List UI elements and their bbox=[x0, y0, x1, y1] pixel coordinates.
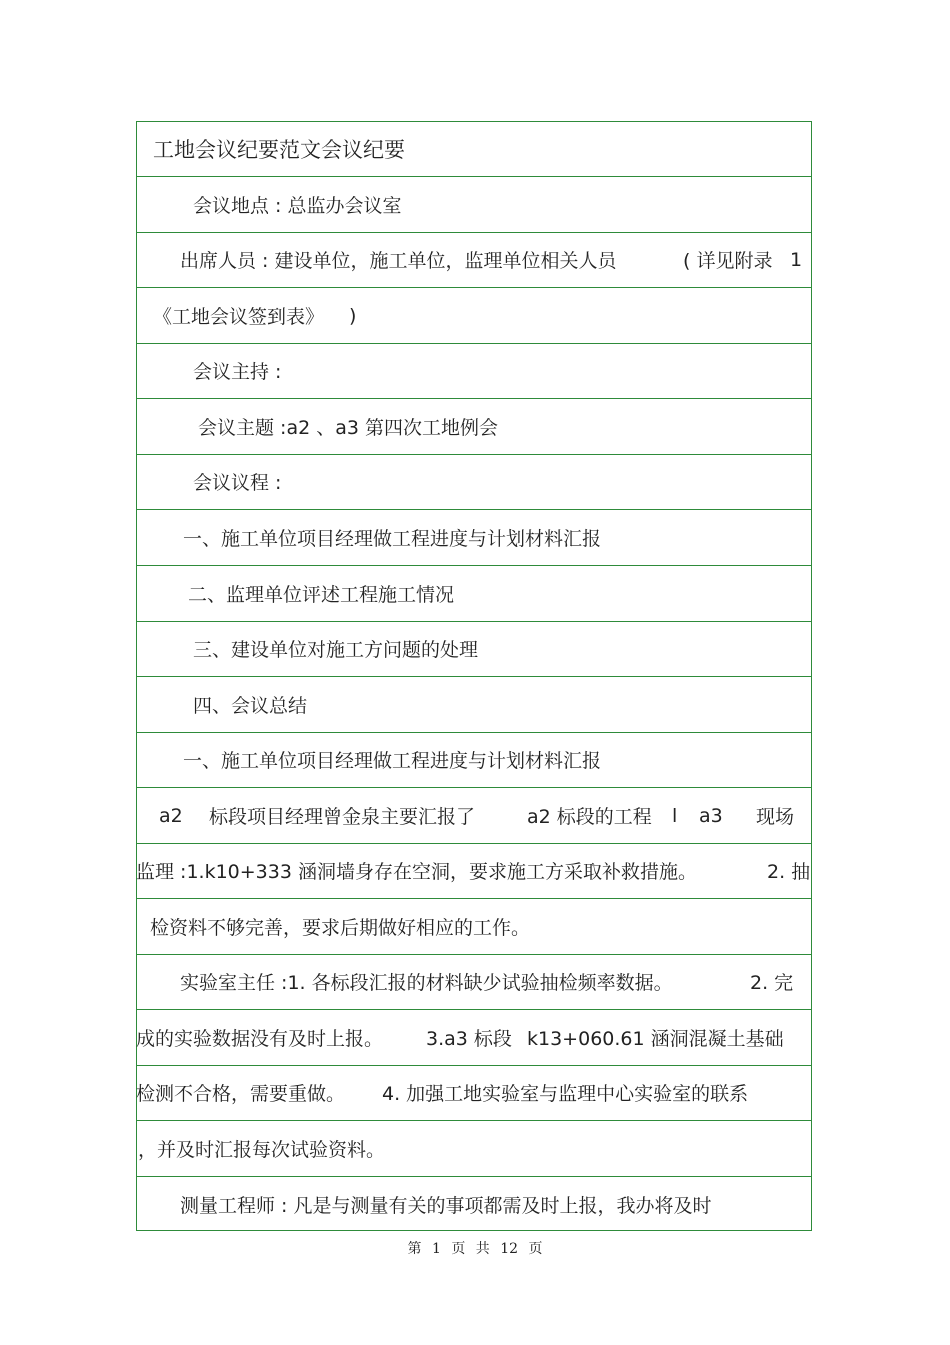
attendees-appendix-num: 1 bbox=[790, 248, 803, 271]
culvert-issue: 涵洞墙身存在空洞，要求施工方采取补救措施。 bbox=[298, 861, 698, 883]
attendees: 出席人员 : 建设单位，施工单位，监理单位相关人员 bbox=[180, 250, 617, 272]
lab-director: 实验室主任 :1. 各标段汇报的材料缺少试验抽检频率数据。 bbox=[180, 972, 673, 994]
row-attendees bbox=[136, 232, 812, 288]
meeting-location: 会议地点 : 总监办会议室 bbox=[193, 195, 402, 217]
signin-sheet: 《工地会议签到表》 bbox=[153, 306, 325, 328]
meeting-agenda: 会议议程 : bbox=[193, 472, 282, 494]
footer-total-pages: 12 bbox=[500, 1241, 519, 1257]
row-topic bbox=[136, 399, 812, 455]
row-section-1 bbox=[136, 732, 812, 788]
agenda-item-3: 三、建设单位对施工方问题的处理 bbox=[193, 639, 479, 661]
meeting-host: 会议主持 : bbox=[193, 361, 282, 383]
attendees-appendix: ( 详见附录 bbox=[683, 250, 773, 272]
doc-title: 工地会议纪要范文会议纪要 bbox=[153, 137, 405, 162]
row-report-1 bbox=[136, 788, 812, 844]
lab-culvert: k13+060.61 涵洞混凝土基础 bbox=[527, 1028, 784, 1050]
supervision-note: 监理 :1.k10+333 bbox=[136, 861, 292, 883]
agenda-item-1: 一、施工单位项目经理做工程进度与计划材料汇报 bbox=[183, 528, 602, 550]
row-lab-1 bbox=[136, 954, 812, 1010]
footer-page-label: 页 bbox=[451, 1241, 466, 1257]
section-heading-1: 一、施工单位项目经理做工程进度与计划材料汇报 bbox=[183, 750, 602, 772]
supervision-item-2: 2. 抽 bbox=[767, 861, 811, 883]
row-lab-3 bbox=[136, 1065, 812, 1121]
row-agenda-2 bbox=[136, 566, 812, 622]
report-project: a2 标段的工程 bbox=[527, 806, 652, 828]
footer-suffix: 页 bbox=[528, 1241, 543, 1257]
survey-engineer: 测量工程师 : 凡是与测量有关的事项都需及时上报，我办将及时 bbox=[180, 1194, 712, 1217]
row-survey bbox=[136, 1176, 812, 1232]
row-location bbox=[136, 177, 812, 233]
row-lab-4 bbox=[136, 1121, 812, 1177]
signin-close-paren: ) bbox=[349, 304, 357, 327]
lab-data-late: 成的实验数据没有及时上报。 bbox=[136, 1028, 384, 1050]
lab-item-2: 2. 完 bbox=[750, 972, 794, 994]
lab-section-a3: 3.a3 标段 bbox=[426, 1028, 512, 1050]
report-separator: l bbox=[672, 804, 678, 827]
lab-redo: 检测不合格，需要重做。 bbox=[136, 1083, 346, 1105]
report-site: 现场 bbox=[756, 806, 795, 828]
inspection-data: 检资料不够完善，要求后期做好相应的工作。 bbox=[150, 917, 531, 939]
row-agenda-1 bbox=[136, 510, 812, 566]
row-title bbox=[136, 121, 812, 177]
meeting-topic: 会议主题 :a2 、a3 第四次工地例会 bbox=[198, 417, 498, 439]
lab-item-4: 4. 加强工地实验室与监理中心实验室的联系 bbox=[382, 1083, 749, 1105]
agenda-item-4: 四、会议总结 bbox=[193, 695, 308, 717]
row-report-2 bbox=[136, 843, 812, 899]
report-a3: a3 bbox=[699, 804, 723, 827]
row-signin bbox=[136, 288, 812, 344]
page-footer bbox=[0, 1238, 950, 1258]
report-a2: a2 bbox=[159, 804, 183, 827]
footer-page-number: 1 bbox=[431, 1241, 441, 1257]
row-host bbox=[136, 343, 812, 399]
row-agenda-3 bbox=[136, 621, 812, 677]
report-manager: 标段项目经理曾金泉主要汇报了 bbox=[209, 806, 476, 828]
footer-prefix: 第 bbox=[407, 1241, 422, 1257]
footer-total-label: 共 bbox=[475, 1241, 490, 1257]
row-lab-2 bbox=[136, 1010, 812, 1066]
agenda-item-2: 二、监理单位评述工程施工情况 bbox=[188, 584, 455, 606]
lab-report-timely: ，并及时汇报每次试验资料。 bbox=[138, 1139, 386, 1161]
row-report-3 bbox=[136, 899, 812, 955]
row-agenda-4 bbox=[136, 677, 812, 733]
row-agenda bbox=[136, 454, 812, 510]
